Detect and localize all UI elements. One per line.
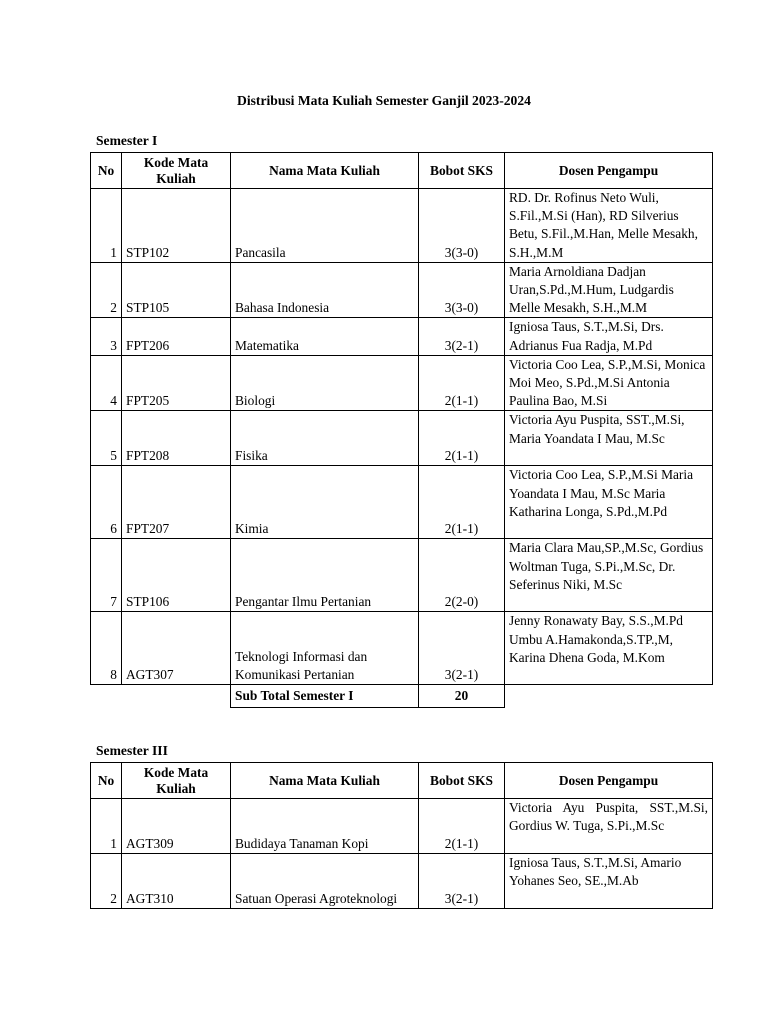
header-nama: Nama Mata Kuliah: [231, 763, 419, 799]
cell-no: 1: [91, 189, 122, 263]
cell-nama: Biologi: [231, 355, 419, 411]
subtotal-value: 20: [419, 685, 505, 708]
cell-kode: STP106: [122, 539, 231, 612]
table-row: [91, 262, 713, 318]
cell-kode: FPT205: [122, 355, 231, 411]
cell-nama: Fisika: [231, 411, 419, 466]
cell-sks: 2(1-1): [419, 799, 505, 854]
cell-no: 8: [91, 612, 122, 685]
cell-kode: STP102: [122, 189, 231, 263]
cell-kode: AGT309: [122, 799, 231, 854]
cell-sks: 3(3-0): [419, 189, 505, 263]
table-row: [91, 466, 713, 539]
cell-nama: Satuan Operasi Agroteknologi: [231, 854, 419, 909]
cell-nama: Pengantar Ilmu Pertanian: [231, 539, 419, 612]
subtotal-label: Sub Total Semester I: [231, 685, 419, 708]
cell-no: 3: [91, 318, 122, 355]
table-row: [91, 318, 713, 355]
cell-sks: 2(1-1): [419, 355, 505, 411]
header-dosen: Dosen Pengampu: [505, 763, 713, 799]
cell-sks: 2(2-0): [419, 539, 505, 612]
cell-no: 6: [91, 466, 122, 539]
cell-sks: 2(1-1): [419, 466, 505, 539]
cell-nama: Bahasa Indonesia: [231, 262, 419, 318]
cell-kode: STP105: [122, 262, 231, 318]
header-kode: Kode Mata Kuliah: [122, 763, 231, 799]
table-row: [91, 355, 713, 411]
cell-nama: Pancasila: [231, 189, 419, 263]
cell-sks: 3(2-1): [419, 854, 505, 909]
header-sks: Bobot SKS: [419, 763, 505, 799]
cell-kode: FPT207: [122, 466, 231, 539]
cell-kode: FPT208: [122, 411, 231, 466]
cell-dosen: Maria Clara Mau,SP.,M.Sc, Gordius Woltman Tuga, S.Pi.,M.Sc, Dr. Seferinus Niki, M.Sc: [505, 539, 713, 612]
header-nama: Nama Mata Kuliah: [231, 153, 419, 189]
header-dosen: Dosen Pengampu: [505, 153, 713, 189]
table-row: [91, 854, 713, 909]
header-kode: Kode Mata Kuliah: [122, 153, 231, 189]
cell-dosen: Maria Arnoldiana Dadjan Uran,S.Pd.,M.Hum, Ludgardis Melle Mesakh, S.H.,M.M: [505, 262, 713, 318]
semester-1-label: Semester I: [96, 133, 158, 148]
cell-nama: Budidaya Tanaman Kopi: [231, 799, 419, 854]
table-header-row: [91, 763, 713, 799]
table-row: [91, 612, 713, 685]
cell-no: 7: [91, 539, 122, 612]
cell-dosen: Jenny Ronawaty Bay, S.S.,M.Pd Umbu A.Hamakonda,S.TP.,M, Karina Dhena Goda, M.Kom: [505, 612, 713, 685]
header-sks: Bobot SKS: [419, 153, 505, 189]
cell-no: 2: [91, 262, 122, 318]
cell-dosen: Victoria Ayu Puspita, SST.,M.Si, Gordius W. Tuga, S.Pi.,M.Sc: [505, 799, 713, 854]
cell-sks: 2(1-1): [419, 411, 505, 466]
cell-dosen: Victoria Coo Lea, S.P.,M.Si, Monica Moi Meo, S.Pd.,M.Si Antonia Paulina Bao, M.Si: [505, 355, 713, 411]
cell-nama: Matematika: [231, 318, 419, 355]
cell-no: 2: [91, 854, 122, 909]
cell-nama: Kimia: [231, 466, 419, 539]
table-header-row: [91, 153, 713, 189]
cell-kode: AGT310: [122, 854, 231, 909]
cell-nama: Teknologi Informasi dan Komunikasi Pertanian: [231, 612, 419, 685]
table-row: [91, 799, 713, 854]
cell-no: 4: [91, 355, 122, 411]
cell-no: 1: [91, 799, 122, 854]
table-row: [91, 411, 713, 466]
cell-sks: 3(2-1): [419, 612, 505, 685]
table-row: [91, 539, 713, 612]
cell-kode: AGT307: [122, 612, 231, 685]
document-title: Distribusi Mata Kuliah Semester Ganjil 2023-2024: [237, 93, 531, 108]
cell-dosen: Victoria Ayu Puspita, SST.,M.Si, Maria Yoandata I Mau, M.Sc: [505, 411, 713, 466]
cell-dosen: Igniosa Taus, S.T.,M.Si, Drs. Adrianus Fua Radja, M.Pd: [505, 318, 713, 355]
cell-dosen: Victoria Coo Lea, S.P.,M.Si Maria Yoandata I Mau, M.Sc Maria Katharina Longa, S.Pd.,M.Pd: [505, 466, 713, 539]
cell-kode: FPT206: [122, 318, 231, 355]
cell-dosen: RD. Dr. Rofinus Neto Wuli, S.Fil.,M.Si (Han), RD Silverius Betu, S.Fil.,M.Han, Melle Mesakh, S.H.,M.M: [505, 189, 713, 263]
cell-sks: 3(2-1): [419, 318, 505, 355]
header-no: No: [91, 763, 122, 799]
semester-3-table: [90, 762, 713, 909]
table-row: [91, 189, 713, 263]
subtotal-row: [91, 685, 713, 708]
cell-no: 5: [91, 411, 122, 466]
header-no: No: [91, 153, 122, 189]
cell-sks: 3(3-0): [419, 262, 505, 318]
semester-3-label: Semester III: [96, 743, 168, 758]
semester-1-table: [90, 152, 713, 708]
cell-dosen: Igniosa Taus, S.T.,M.Si, Amario Yohanes Seo, SE.,M.Ab: [505, 854, 713, 909]
